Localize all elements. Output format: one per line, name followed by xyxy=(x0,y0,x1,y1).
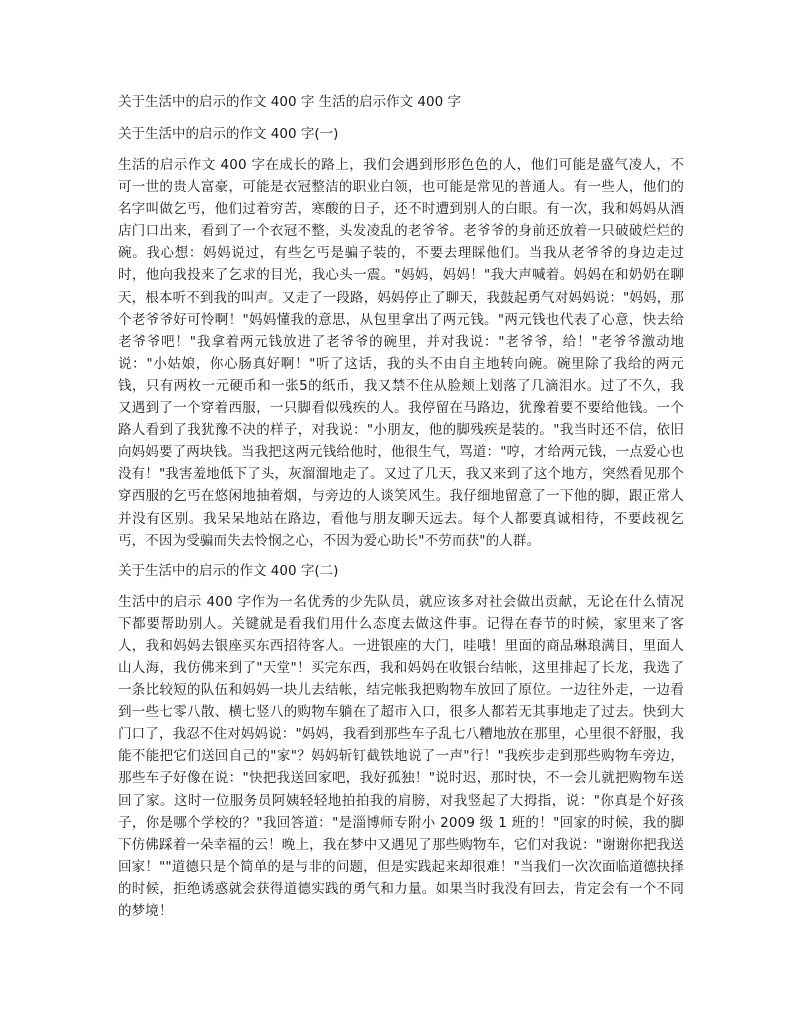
section-two xyxy=(118,561,684,922)
section-body: 生活中的启示 400 字作为一名优秀的少先队员，就应该多对社会做出贡献，无论在什么情况下都要帮助别人。关键就是看我们用什么态度去做这件事。记得在春节的时候，家里来了客人，我和妈妈去银座买东西招待客人。一进银座的大门，哇哦！里面的商品琳琅满目，里面人山人海，我仿佛来到了"天堂"！买完东西，我和妈妈在收银台结帐，这里排起了长龙，我选了一条比较短的队伍和妈妈一块儿去结帐，结完帐我把购物车放回了原位。一边往外走，一边看到一些七零八散、横七竖八的购物车躺在了超市入口，很多人都若无其事地走了过去。快到大门口了，我忍不住对妈妈说："妈妈，我看到那些车子乱七八糟地放在那里，心里很不舒服，我能不能把它们送回自己的"家"？妈妈斩钉截铁地说了一声"行！"我疾步走到那些购物车旁边，那些车子好像在说："快把我送回家吧，我好孤独！"说时迟，那时快，不一会儿就把购物车送回了家。这时一位服务员阿姨轻轻地拍拍我的肩膀，对我竖起了大拇指，说："你真是个好孩子，你是哪个学校的？"我回答道："是淄博师专附小 2009 级 1 班的！"回家的时候，我的脚下仿佛踩着一朵幸福的云！晚上，我在梦中又遇见了那些购物车，它们对我说："谢谢你把我送回家！""道德只是个简单的是与非的问题，但是实践起来却很难！"当我们一次次面临道德抉择的时候，拒绝诱惑就会获得道德实践的勇气和力量。如果当时我没有回去，肯定会有一个不同的梦境！ xyxy=(118,593,685,919)
document-title: 关于生活中的启示的作文 400 字 生活的启示作文 400 字 xyxy=(118,94,461,110)
section-one xyxy=(118,124,684,552)
document-page xyxy=(118,92,684,931)
section-heading: 关于生活中的启示的作文 400 字(二) xyxy=(118,562,339,579)
section-body: 生活的启示作文 400 字在成长的路上，我们会遇到形形色色的人，他们可能是盛气凌人，不可一世的贵人富豪，可能是衣冠整洁的职业白领，也可能是常见的普通人。有一些人，他们的名字叫做乞丐，他们过着穷苦，寒酸的日子，还不时遭到别人的白眼。有一次，我和妈妈从酒店门口出来，看到了一个衣冠不整，头发凌乱的老爷爷。老爷爷的身前还放着一只破破烂烂的碗。我心想：妈妈说过，有些乞丐是骗子装的，不要去理睬他们。当我从老爷爷的身边走过时，他向我投来了乞求的目光，我心头一震。"妈妈，妈妈！"我大声喊着。妈妈在和奶奶在聊天，根本听不到我的叫声。又走了一段路，妈妈停止了聊天，我鼓起勇气对妈妈说："妈妈，那个老爷爷好可怜啊！"妈妈懂我的意思，从包里拿出了两元钱。"两元钱也代表了心意，快去给老爷爷吧！"我拿着两元钱放进了老爷爷的碗里，并对我说："老爷爷，给！"老爷爷激动地说："小姑娘，你心肠真好啊！"听了这话，我的头不由自主地转向碗。碗里除了我给的两元钱，只有两枚一元硬币和一张5的纸币，我又禁不住从脸颊上划落了几滴泪水。过了不久，我又遇到了一个穿着西服，一只脚看似残疾的人。我停留在马路边，犹豫着要不要给他钱。一个路人看到了我犹豫不决的样子，对我说："小朋友，他的脚残疾是装的。"我当时还不信，依旧向妈妈要了两块钱。当我把这两元钱给他时，他很生气，骂道："哼，才给两元钱，一点爱心也没有！"我害羞地低下了头，灰溜溜地走了。又过了几天，我又来到了这个地方，突然看见那个穿西服的乞丐在悠闲地抽着烟，与旁边的人谈笑风生。我仔细地留意了一下他的脚，跟正常人并没有区别。我呆呆地站在路边，看他与朋友聊天远去。每个人都要真诚相待，不要歧视乞丐，不因为受骗而失去怜悯之心，不因为爱心助长"不劳而获"的人群。 xyxy=(118,157,685,549)
section-heading: 关于生活中的启示的作文 400 字(一) xyxy=(118,126,339,142)
